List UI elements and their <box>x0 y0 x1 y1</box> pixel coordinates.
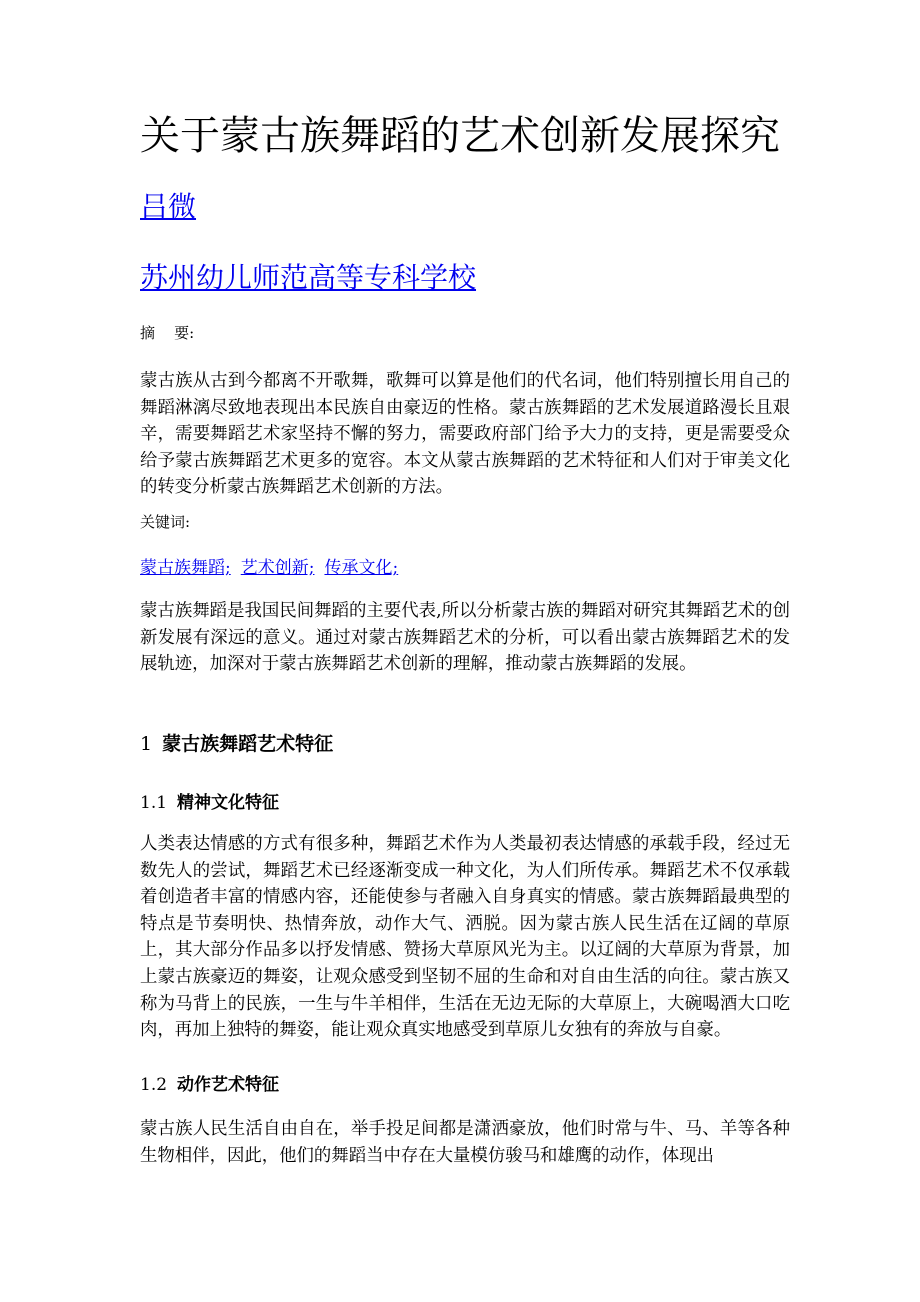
section-heading <box>140 730 333 758</box>
keyword-link[interactable]: 蒙古族舞蹈; <box>140 558 231 578</box>
affiliation-link[interactable]: 苏州幼儿师范高等专科学校 <box>140 261 477 294</box>
subsection-heading <box>140 790 279 816</box>
author-link[interactable]: 吕微 <box>140 190 197 223</box>
subsection-paragraph: 蒙古族人民生活自由自在，举手投足间都是潇洒豪放，他们时常与牛、马、羊等各种生物相伴，因此，他们的舞蹈当中存在大量模仿骏马和雄鹰的动作，体现出 <box>140 1119 790 1166</box>
abstract-label: 摘 要: <box>140 324 195 342</box>
keywords-label: 关键词: <box>140 513 191 531</box>
section-title: 蒙古族舞蹈艺术特征 <box>162 733 334 755</box>
keywords-list <box>140 556 408 580</box>
subsection-title: 精神文化特征 <box>177 793 280 813</box>
section-number: 1 <box>140 733 153 755</box>
subsection-heading <box>140 1072 279 1098</box>
paper-title: 关于蒙古族舞蹈的艺术创新发展探究 <box>140 113 780 159</box>
subsection-title: 动作艺术特征 <box>177 1075 280 1095</box>
intro-paragraph: 蒙古族舞蹈是我国民间舞蹈的主要代表,所以分析蒙古族的舞蹈对研究其舞蹈艺术的创新发展有深远的意义。通过对蒙古族舞蹈艺术的分析，可以看出蒙古族舞蹈艺术的发展轨迹，加深对于蒙古族舞蹈艺术创新的理解，推动蒙古族舞蹈的发展。 <box>140 601 790 675</box>
keyword-link[interactable]: 艺术创新; <box>240 558 315 578</box>
keyword-link[interactable]: 传承文化; <box>324 558 399 578</box>
subsection-paragraph: 人类表达情感的方式有很多种，舞蹈艺术作为人类最初表达情感的承载手段，经过无数先人的尝试，舞蹈艺术已经逐渐变成一种文化，为人们所传承。舞蹈艺术不仅承载着创造者丰富的情感内容，还能使参与者融入自身真实的情感。蒙古族舞蹈最典型的特点是节奏明快、热情奔放，动作大气、洒脱。因为蒙古族人民生活在辽阔的草原上，其大部分作品多以抒发情感、赞扬大草原风光为主。以辽阔的大草原为背景，加上蒙古族豪迈的舞姿，让观众感受到坚韧不屈的生命和对自由生活的向往。蒙古族又称为马背上的民族，一生与牛羊相伴，生活在无边无际的大草原上，大碗喝酒大口吃肉，再加上独特的舞姿，能让观众真实地感受到草原儿女独有的奔放与自豪。 <box>140 834 790 1041</box>
abstract-text: 蒙古族从古到今都离不开歌舞，歌舞可以算是他们的代名词，他们特别擅长用自己的舞蹈淋漓尽致地表现出本民族自由豪迈的性格。蒙古族舞蹈的艺术发展道路漫长且艰辛，需要舞蹈艺术家坚持不懈的努力，需要政府部门给予大力的支持，更是需要受众给予蒙古族舞蹈艺术更多的宽容。本文从蒙古族舞蹈的艺术特征和人们对于审美文化的转变分析蒙古族舞蹈艺术创新的方法。 <box>140 371 790 498</box>
subsection-number: 1.1 <box>140 793 168 813</box>
subsection-number: 1.2 <box>140 1075 168 1095</box>
